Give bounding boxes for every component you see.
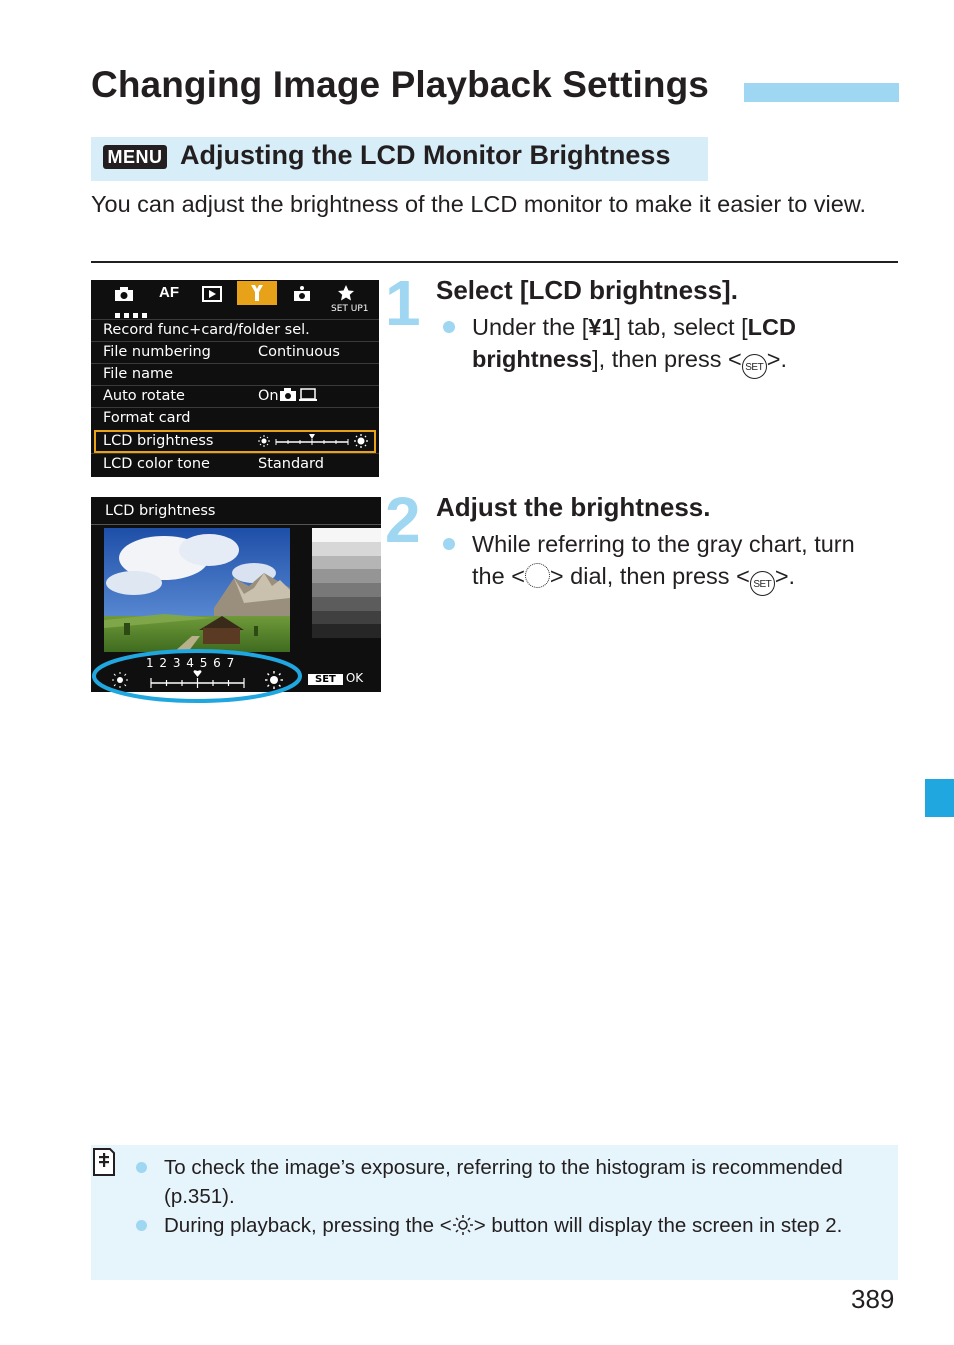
custom-tab-icon [287,281,317,305]
main-dial-icon [525,563,550,588]
gray-chart [312,528,381,638]
set-ok-prompt: SET OK [308,671,363,685]
step-title: Select [LCD brightness]. [436,275,738,305]
rotate-camera-pc-icon [279,388,319,402]
note-item: During playback, pressing the < > button will display the screen in step 2. [164,1214,843,1237]
set-box: SET [308,674,343,685]
menu-row [91,385,379,408]
brightness-mini-scale [258,434,370,452]
section-title: Adjusting the LCD Monitor Brightness [180,140,671,170]
menu-row [91,363,379,386]
sample-photo [104,528,290,652]
title-accent-bar [744,83,899,102]
menu-row-value: On [258,388,319,404]
chapter-tab [925,779,954,817]
menu-row-value: Continuous [258,344,340,360]
menu-row-label: Format card [103,410,191,426]
playback-tab-icon [197,281,227,305]
setup-tab-icon [237,281,277,305]
camera-menu-screen [91,280,379,477]
step-instruction: While referring to the gray chart, turn the < > dial, then press < SET >. [472,528,902,596]
menu-row-label: File name [103,366,173,382]
bullet-icon [443,538,455,550]
screen-title: LCD brightness [105,503,216,519]
page-title: Changing Image Playback Settings [91,64,709,105]
set-button-icon: SET [742,354,767,379]
menu-row-value: Standard [258,456,324,472]
step-number: 2 [385,484,421,556]
screen-divider [91,524,381,525]
page-number: 389 [851,1284,895,1314]
menu-row [91,319,379,342]
note-item: To check the image’s exposure, referring to the histogram is recommended (p.351). [164,1156,843,1208]
bullet-icon [136,1162,147,1173]
step-instruction: Under the [¥1] tab, select [LCD brightness], then press < SET >. [472,311,892,379]
brightness-button-icon [452,1214,474,1236]
step-number: 1 [385,267,421,339]
menu-icon: MENU [103,145,167,169]
brightness-scale-numbers: 1234567 [146,656,241,670]
menu-row-label: File numbering [103,344,211,360]
menu-row-label: LCD brightness [103,433,214,449]
tab-af: AF [159,284,179,301]
menu-row [91,341,379,364]
note-icon [92,1147,116,1177]
highlight-ellipse [91,647,305,707]
bullet-icon [443,321,455,333]
intro-paragraph: You can adjust the brightness of the LCD monitor to make it easier to view. [91,191,867,217]
lcd-brightness-screen [91,497,381,692]
setup-tab-ref: ¥1 [588,314,615,340]
page-indicator: SET UP1 [331,304,369,314]
menu-tabs [91,280,379,314]
bullet-icon [136,1220,147,1231]
menu-row-label: Record func+card/folder sel. [103,322,310,338]
menu-row-label: LCD color tone [103,456,210,472]
menu-row-selected [94,430,376,453]
my-menu-tab-icon [331,281,361,305]
menu-row [91,407,379,430]
divider [91,261,898,263]
step-title: Adjust the brightness. [436,492,711,522]
camera-tab-icon [109,281,139,305]
menu-row-label: Auto rotate [103,388,185,404]
menu-row [91,453,379,476]
set-button-icon: SET [750,571,775,596]
